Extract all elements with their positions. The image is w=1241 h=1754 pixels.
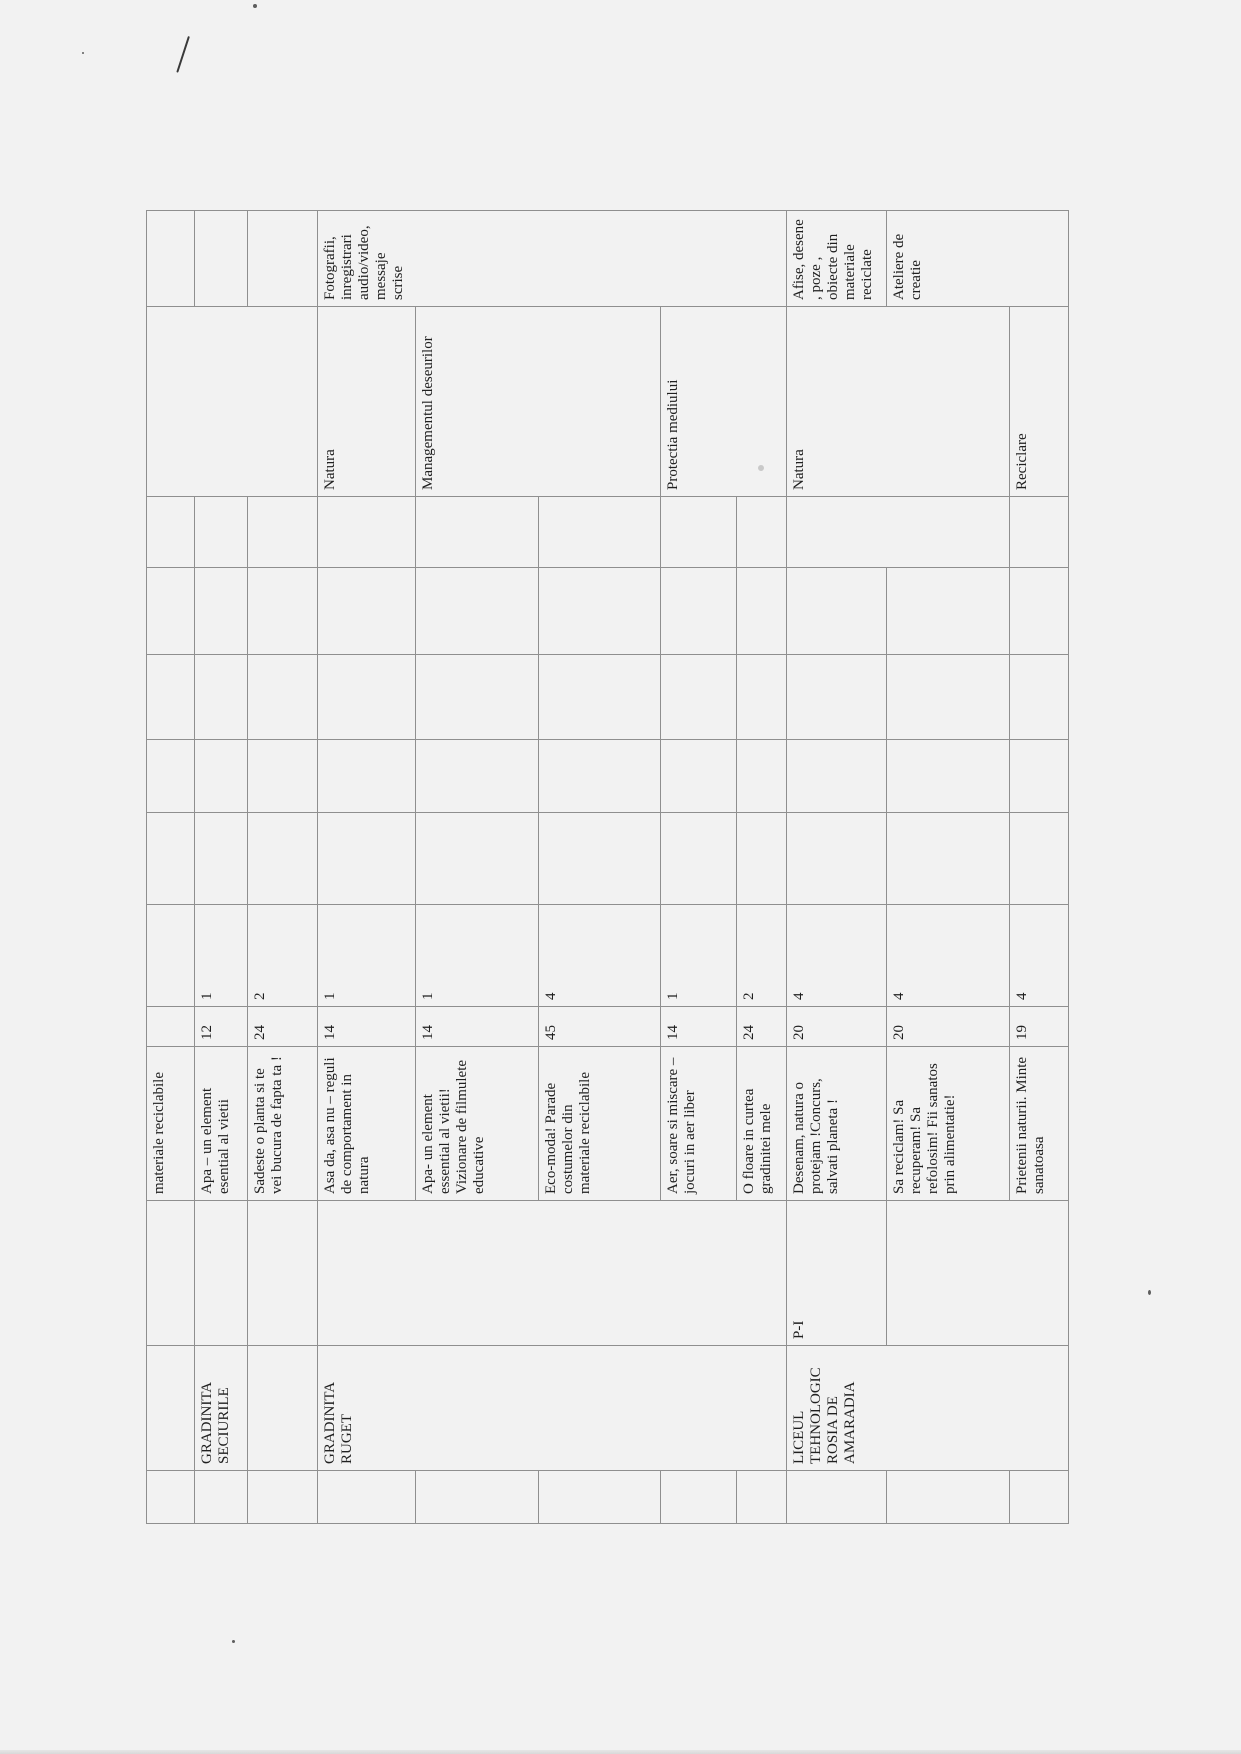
row-number-cell xyxy=(147,1471,195,1524)
row-number-cell xyxy=(787,1471,887,1524)
empty-cell xyxy=(737,655,787,740)
empty-cell xyxy=(787,813,887,905)
group-cell xyxy=(248,1201,318,1346)
domain-cell: Natura xyxy=(787,307,1010,497)
empty-cell xyxy=(737,813,787,905)
empty-cell xyxy=(248,568,318,655)
school-cell: LICEUL TEHNOLOGIC ROSIA DE AMARADIA xyxy=(787,1346,1069,1471)
group-cell xyxy=(195,1201,248,1346)
empty-cell xyxy=(147,740,195,813)
count-cell xyxy=(147,905,195,1007)
empty-cell xyxy=(147,813,195,905)
empty-cell xyxy=(248,740,318,813)
school-cell: GRADINITA SECIURILE xyxy=(195,1346,248,1471)
empty-cell xyxy=(416,568,539,655)
row-number-cell xyxy=(737,1471,787,1524)
table-row xyxy=(147,211,195,1524)
empty-cell xyxy=(661,813,737,905)
empty-cell xyxy=(1010,655,1069,740)
count-cell: 4 xyxy=(887,905,1010,1007)
children-count-cell: 14 xyxy=(318,1007,416,1047)
children-count-cell: 24 xyxy=(737,1007,787,1047)
activities-table xyxy=(146,210,1069,1524)
empty-cell xyxy=(318,497,416,568)
empty-cell xyxy=(195,813,248,905)
children-count-cell: 20 xyxy=(787,1007,887,1047)
empty-cell xyxy=(539,655,661,740)
empty-cell xyxy=(539,568,661,655)
count-cell: 4 xyxy=(539,905,661,1007)
empty-cell xyxy=(787,655,887,740)
children-count-cell: 45 xyxy=(539,1007,661,1047)
children-count-cell: 20 xyxy=(887,1007,1010,1047)
activity-cell: Sa reciclam! Sa recuperam! Sa refolosim! Fii sanatos prin alimentatie! xyxy=(887,1047,1010,1201)
empty-cell xyxy=(195,568,248,655)
count-cell: 1 xyxy=(318,905,416,1007)
products-cell: Fotografii, inregistrari audio/video, messaje scrise xyxy=(318,211,787,307)
empty-cell xyxy=(195,497,248,568)
empty-cell xyxy=(787,497,1010,568)
rotated-table-container xyxy=(146,211,1068,1524)
activity-cell: Desenam, natura o protejam !Concurs, salvati planeta ! xyxy=(787,1047,887,1201)
empty-cell xyxy=(147,568,195,655)
children-count-cell: 12 xyxy=(195,1007,248,1047)
children-count-cell xyxy=(147,1007,195,1047)
count-cell: 1 xyxy=(416,905,539,1007)
scan-speck xyxy=(1148,1290,1151,1295)
children-count-cell: 19 xyxy=(1010,1007,1069,1047)
activity-cell: Prietenii naturii. Minte sanatoasa xyxy=(1010,1047,1069,1201)
empty-cell xyxy=(248,655,318,740)
row-number-cell xyxy=(661,1471,737,1524)
activity-cell: Sadeste o planta si te vei bucura de fapta ta ! xyxy=(248,1047,318,1201)
count-cell: 2 xyxy=(248,905,318,1007)
group-cell: P-I xyxy=(787,1201,887,1346)
scan-speck xyxy=(232,1640,235,1643)
empty-cell xyxy=(1010,568,1069,655)
row-number-cell xyxy=(248,1471,318,1524)
row-number-cell xyxy=(539,1471,661,1524)
count-cell: 4 xyxy=(1010,905,1069,1007)
empty-cell xyxy=(248,497,318,568)
products-cell xyxy=(195,211,248,307)
empty-cell xyxy=(147,655,195,740)
empty-cell xyxy=(1010,497,1069,568)
pen-mark xyxy=(176,36,190,73)
products-cell: Ateliere de creatie xyxy=(887,211,1069,307)
empty-cell xyxy=(195,655,248,740)
empty-cell xyxy=(887,568,1010,655)
domain-cell: Managementul deseurilor xyxy=(416,307,661,497)
empty-cell xyxy=(539,813,661,905)
count-cell: 1 xyxy=(195,905,248,1007)
table-row xyxy=(787,211,887,1524)
empty-cell xyxy=(1010,740,1069,813)
empty-cell xyxy=(787,740,887,813)
row-number-cell xyxy=(1010,1471,1069,1524)
empty-cell xyxy=(416,655,539,740)
activity-cell: Apa- un element essential al vietii! Vizionare de filmulete educative xyxy=(416,1047,539,1201)
empty-cell xyxy=(737,740,787,813)
count-cell: 1 xyxy=(661,905,737,1007)
children-count-cell: 14 xyxy=(661,1007,737,1047)
empty-cell xyxy=(416,497,539,568)
empty-cell xyxy=(887,655,1010,740)
empty-cell xyxy=(318,655,416,740)
activity-cell: Asa da, asa nu – reguli de comportament in natura xyxy=(318,1047,416,1201)
scan-edge xyxy=(0,1750,1241,1754)
scan-speck xyxy=(253,4,257,8)
products-cell xyxy=(147,211,195,307)
activity-cell: Aer, soare si miscare – jocuri in aer liber xyxy=(661,1047,737,1201)
count-cell: 4 xyxy=(787,905,887,1007)
empty-cell xyxy=(416,740,539,813)
empty-cell xyxy=(737,497,787,568)
row-number-cell xyxy=(318,1471,416,1524)
scan-speck xyxy=(82,52,84,54)
empty-cell xyxy=(416,813,539,905)
empty-cell xyxy=(147,497,195,568)
empty-cell xyxy=(248,813,318,905)
domain-cell xyxy=(147,307,318,497)
group-cell xyxy=(318,1201,787,1346)
empty-cell xyxy=(887,740,1010,813)
domain-cell: Reciclare xyxy=(1010,307,1069,497)
school-cell: GRADINITA RUGET xyxy=(318,1346,787,1471)
products-cell: Afise, desene , poze , obiecte din materiale reciclate xyxy=(787,211,887,307)
domain-cell: Natura xyxy=(318,307,416,497)
activity-cell: O floare in curtea gradinitei mele xyxy=(737,1047,787,1201)
row-number-cell xyxy=(416,1471,539,1524)
empty-cell xyxy=(661,497,737,568)
empty-cell xyxy=(887,813,1010,905)
group-cell xyxy=(147,1201,195,1346)
empty-cell xyxy=(787,568,887,655)
rotated-table-frame xyxy=(146,211,1068,1524)
empty-cell xyxy=(318,568,416,655)
school-cell xyxy=(147,1346,195,1471)
empty-cell xyxy=(539,497,661,568)
empty-cell xyxy=(318,813,416,905)
empty-cell xyxy=(318,740,416,813)
empty-cell xyxy=(539,740,661,813)
products-cell xyxy=(248,211,318,307)
row-number-cell xyxy=(195,1471,248,1524)
row-number-cell xyxy=(887,1471,1010,1524)
school-cell xyxy=(248,1346,318,1471)
empty-cell xyxy=(661,568,737,655)
activity-cell: materiale reciclabile xyxy=(147,1047,195,1201)
group-cell xyxy=(887,1201,1069,1346)
empty-cell xyxy=(661,655,737,740)
empty-cell xyxy=(737,568,787,655)
activity-cell: Eco-moda! Parade costumelor din materiale reciclabile xyxy=(539,1047,661,1201)
table-row xyxy=(318,211,416,1524)
children-count-cell: 24 xyxy=(248,1007,318,1047)
empty-cell xyxy=(1010,813,1069,905)
children-count-cell: 14 xyxy=(416,1007,539,1047)
empty-cell xyxy=(661,740,737,813)
count-cell: 2 xyxy=(737,905,787,1007)
activity-cell: Apa – un element esential al vietii xyxy=(195,1047,248,1201)
domain-cell: Protectia mediului xyxy=(661,307,787,497)
empty-cell xyxy=(195,740,248,813)
